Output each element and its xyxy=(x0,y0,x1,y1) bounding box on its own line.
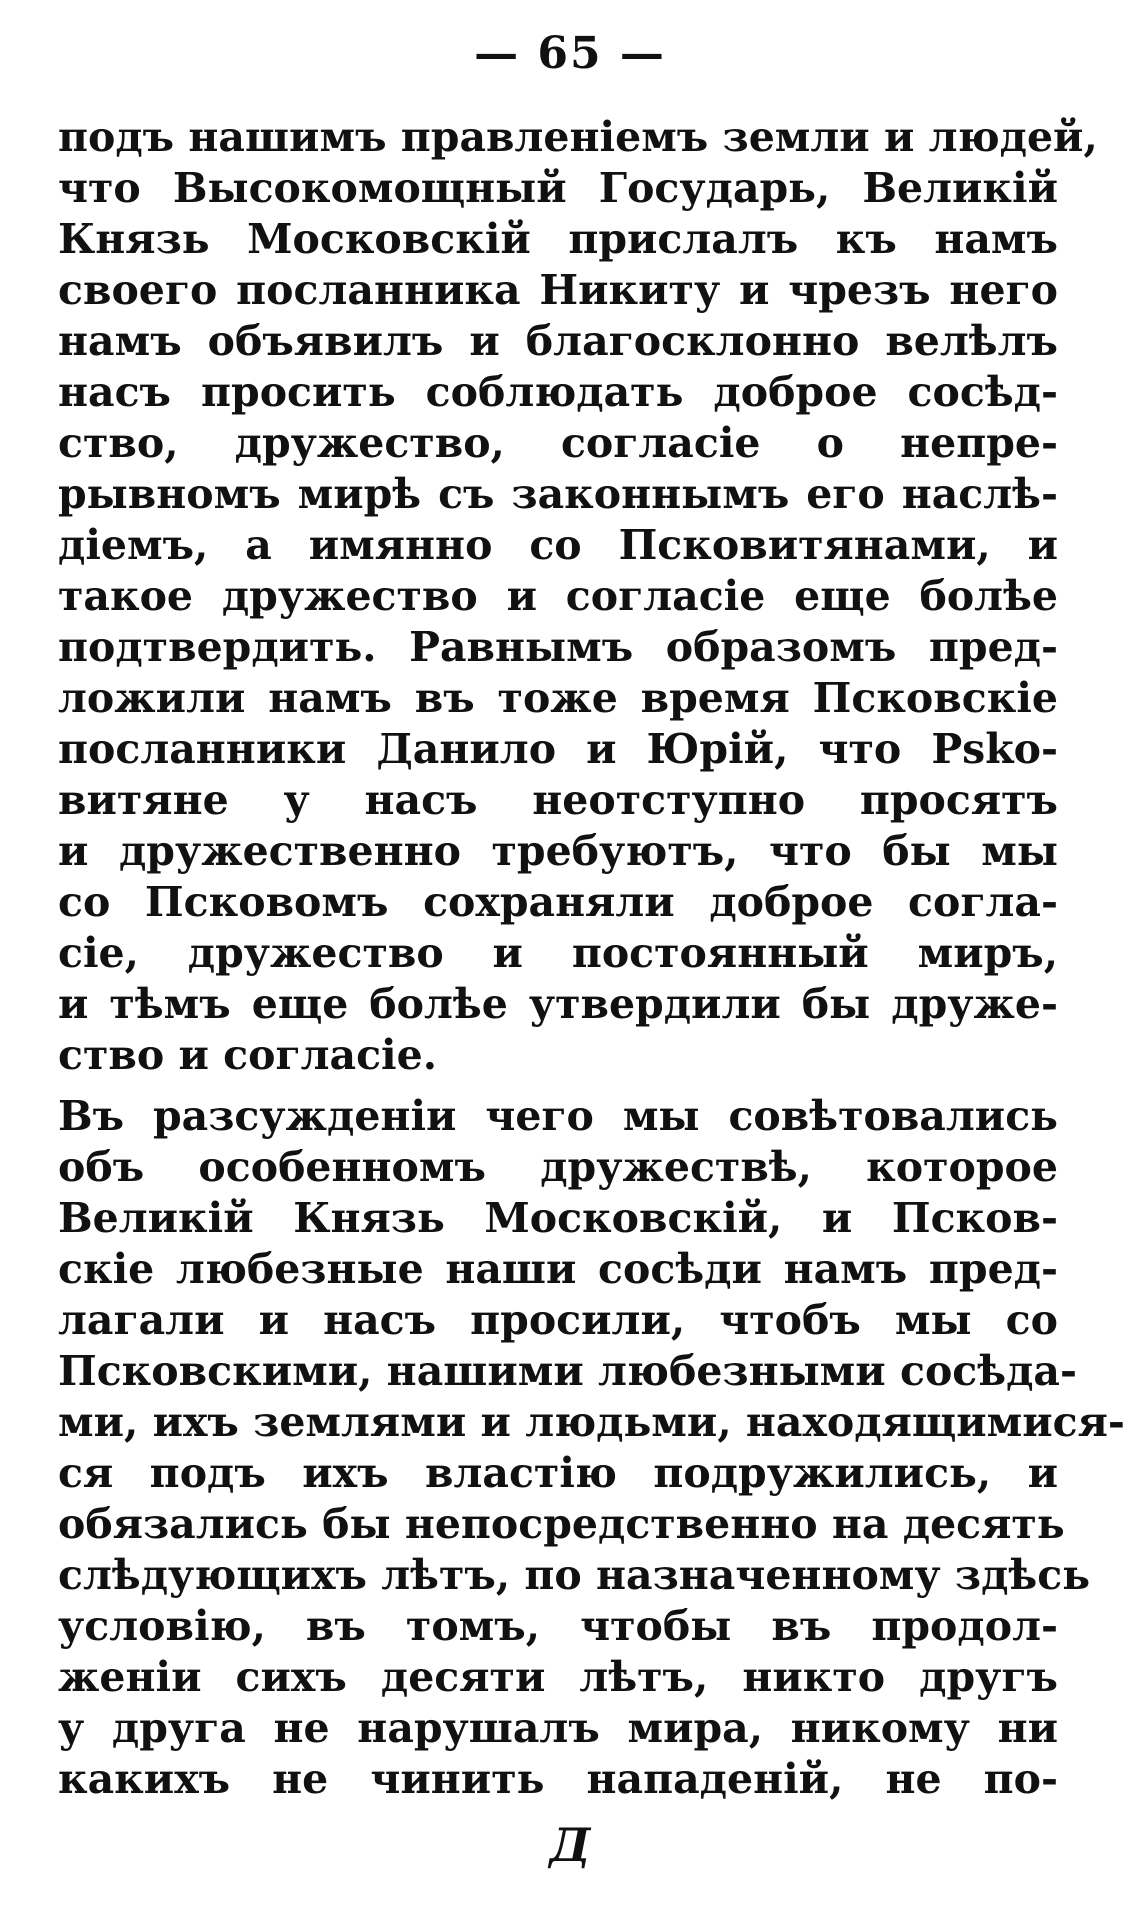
text-line: рывномъ мирѣ съ законнымъ его наслѣ- xyxy=(58,470,1058,518)
text-line: объ особенномъ дружествѣ, которое xyxy=(58,1143,1058,1191)
text-line: намъ объявилъ и благосклонно велѣлъ xyxy=(58,317,1058,365)
text-line: условію, въ томъ, чтобы въ продол- xyxy=(58,1602,1058,1650)
text-line: подтвердить. Равнымъ образомъ пред- xyxy=(58,623,1058,671)
text-line: діемъ, а имянно со Псковитянами, и xyxy=(58,521,1058,569)
text-line: Въ разсужденіи чего мы совѣтовались xyxy=(58,1092,1058,1140)
text-line: обязались бы непосредственно на десять xyxy=(58,1500,1065,1548)
text-line: ство и согласіе. xyxy=(58,1031,437,1079)
text-line: витяне у насъ неотступно просятъ xyxy=(58,776,1058,824)
signature-mark: Д xyxy=(549,1818,591,1872)
page-number-header: — 65 — xyxy=(474,28,666,79)
text-line: ложили намъ въ тоже время Псковскіе xyxy=(58,674,1058,722)
text-line: какихъ не чинить нападеній, не по- xyxy=(58,1755,1058,1803)
text-line: Князь Московскій прислалъ къ намъ xyxy=(58,215,1058,263)
text-line: Великій Князь Московскій, и Псков- xyxy=(58,1194,1058,1242)
text-line: со Псковомъ сохраняли доброе согла- xyxy=(58,878,1058,926)
text-line: и тѣмъ еще болѣе утвердили бы друже- xyxy=(58,980,1058,1028)
text-line: женіи сихъ десяти лѣтъ, никто другъ xyxy=(58,1653,1058,1701)
text-line: лагали и насъ просили, чтобъ мы со xyxy=(58,1296,1058,1344)
text-line: скіе любезные наши сосѣди намъ пред- xyxy=(58,1245,1058,1293)
text-line: ство, дружество, согласіе о непре- xyxy=(58,419,1058,467)
text-line: и дружественно требуютъ, что бы мы xyxy=(58,827,1058,875)
text-line: насъ просить соблюдать доброе сосѣд- xyxy=(58,368,1058,416)
paragraph-1 xyxy=(58,112,1098,1081)
text-line: ми, ихъ землями и людьми, находящимися- xyxy=(58,1398,1125,1446)
text-line: посланники Данило и Юрій, что Psko- xyxy=(58,725,1058,773)
text-line: что Высокомощный Государь, Великій xyxy=(58,164,1058,212)
text-line: слѣдующихъ лѣтъ, по назначенному здѣсь xyxy=(58,1551,1091,1599)
text-line: подъ нашимъ правленіемъ земли и людей, xyxy=(58,113,1098,161)
text-line: сіе, дружество и постоянный миръ, xyxy=(58,929,1058,977)
text-line: своего посланника Никиту и чрезъ него xyxy=(58,266,1058,314)
text-line: у друга не нарушалъ мира, никому ни xyxy=(58,1704,1058,1752)
text-line: ся подъ ихъ властію подружились, и xyxy=(58,1449,1058,1497)
text-line: Псковскими, нашими любезными сосѣда- xyxy=(58,1347,1077,1395)
text-line: такое дружество и согласіе еще болѣе xyxy=(58,572,1058,620)
paragraph-2 xyxy=(58,1091,1125,1805)
